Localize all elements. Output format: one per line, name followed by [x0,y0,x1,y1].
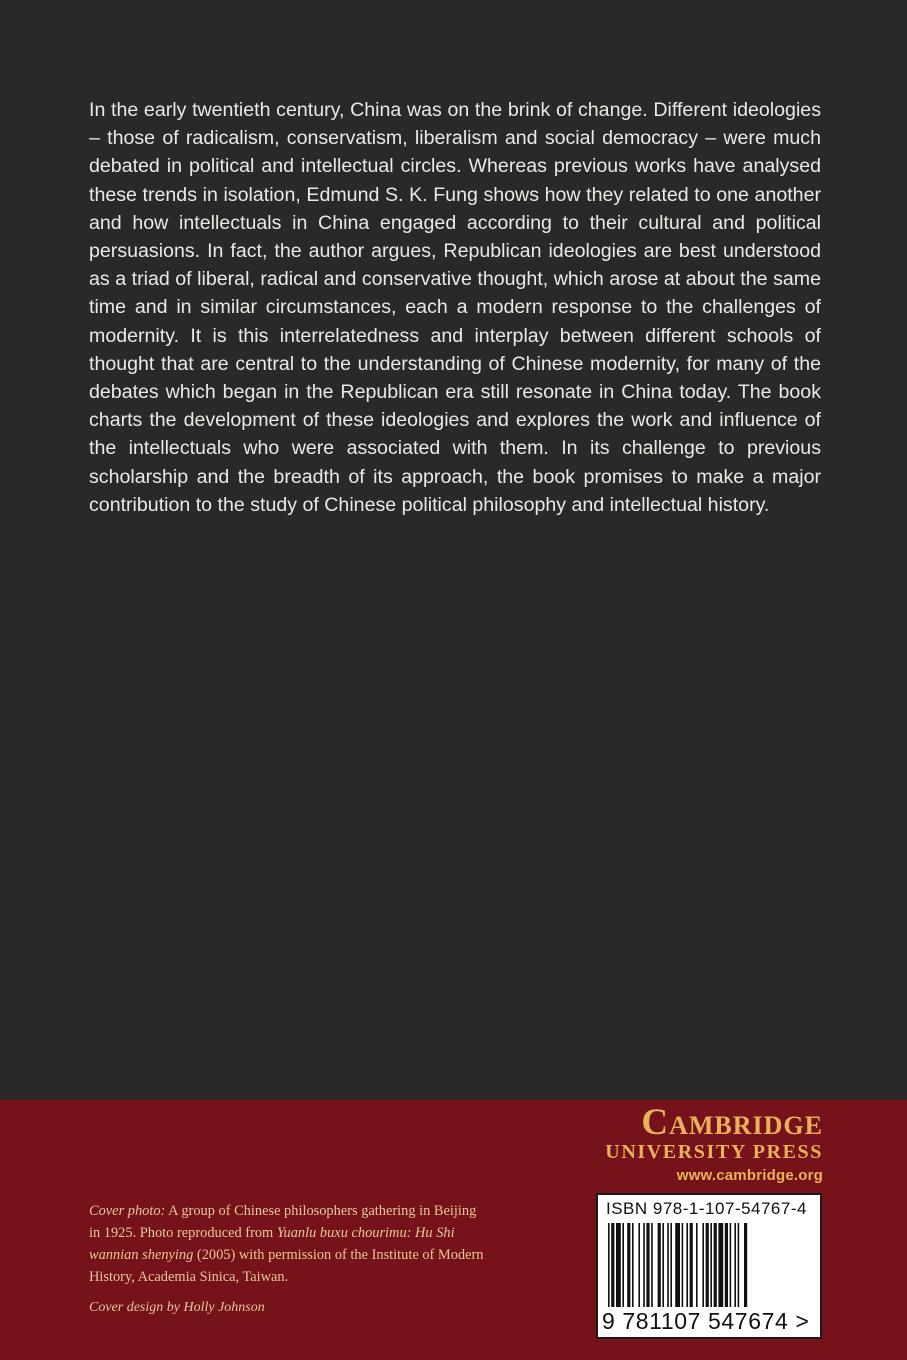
publisher-url: www.cambridge.org [676,1167,823,1184]
publisher-name: Cambridge [641,1102,823,1143]
publisher-subname: UNIVERSITY PRESS [605,1141,823,1163]
blurb-text: In the early twentieth century, China was on the brink of change. Different ideologies – those of radicalism, conservatism, liberalism and social democracy – were much debated in political and intellectual circles. Whereas previous works have analysed these trends in isolation, Edmund S. K. Fung shows how they related to one another and how intellectuals in China engaged according to their cultural and political persuasions. In fact, the author argues, Republican ideologies are best understood as a triad of liberal, radical and conservative thought, which arose at about the same time and in similar circumstances, each a modern response to the challenges of modernity. It is this interrelatedness and interplay between different schools of thought that are central to the understanding of Chinese modernity, for many of the debates which began in the Republican era still resonate in China today. The book charts the development of these ideologies and explores the work and influence of the intellectuals who were associated with them. In its challenge to previous scholarship and the breadth of its approach, the book promises to make a major contribution to the study of Chinese political philosophy and intellectual history. [89,99,821,516]
isbn-barcode [596,1193,822,1339]
cover-photo-credit [89,1200,489,1288]
credit-source-title: Yuanlu buxu chourimu: Hu Shi wannian shenying [89,1225,455,1263]
barcode-digits: 9 781107 547674 > [602,1308,810,1334]
cover-design-credit: Cover design by Holly Johnson [89,1300,265,1315]
barcode-icon [608,1223,810,1307]
publisher-logo [605,1103,823,1186]
credit-label: Cover photo: [89,1203,166,1219]
isbn-label: ISBN 978-1-107-54767-4 [606,1199,807,1218]
credit-text-2: (2005) with permission of the Institute of Modern History, Academia Sinica, Taiwan. [89,1247,484,1285]
credit-text-1: A group of Chinese philosophers gathering in Beijing in 1925. Photo reproduced from [89,1203,477,1241]
